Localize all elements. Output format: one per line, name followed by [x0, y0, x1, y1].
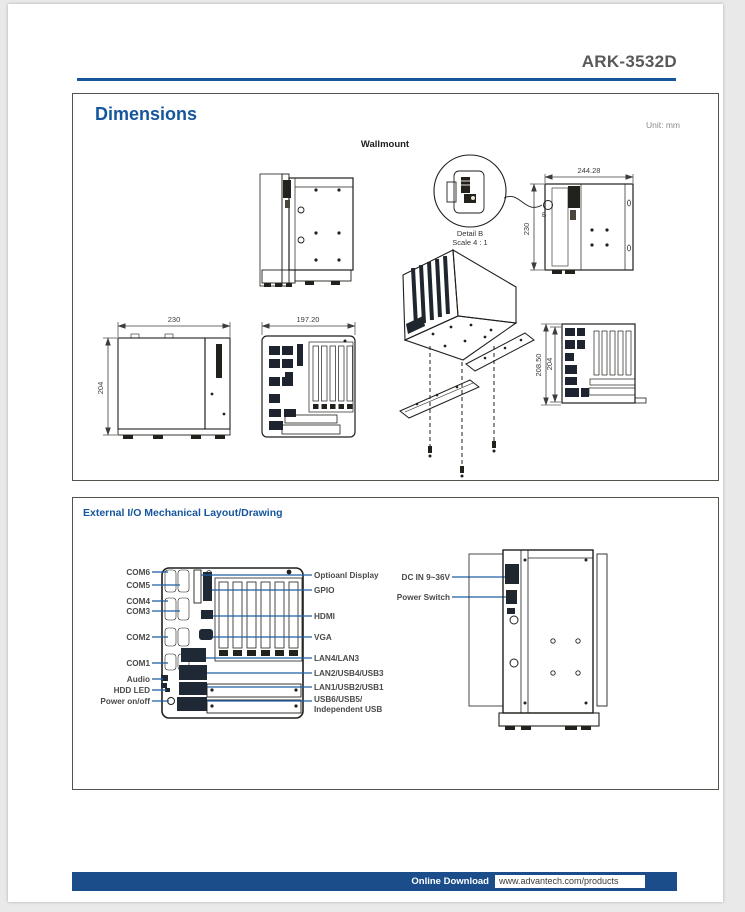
label-audio: Audio	[126, 675, 150, 684]
download-url-box[interactable]: www.advantech.com/products	[495, 875, 645, 888]
front-view-drawing	[96, 315, 230, 439]
label-com3: COM3	[126, 607, 150, 616]
rear-view-drawing	[534, 324, 646, 405]
io-drawing	[73, 498, 716, 787]
dimensions-section	[72, 93, 719, 481]
label-power-switch: Power Switch	[396, 593, 450, 602]
label-com5: COM5	[126, 581, 150, 590]
io-panel-view-drawing	[262, 315, 355, 437]
label-gpio: GPIO	[314, 586, 335, 595]
label-com6: COM6	[126, 568, 150, 577]
detail-scale-label: Scale 4 : 1	[452, 238, 488, 247]
label-com2: COM2	[126, 633, 150, 642]
dim-rear-outer: 208.50	[534, 353, 543, 377]
dim-panel-width: 197.20	[296, 315, 320, 324]
right-leader-lines	[201, 575, 312, 701]
label-vga: VGA	[314, 633, 332, 642]
top-view-drawing	[522, 166, 633, 274]
label-power-onoff: Power on/off	[100, 697, 150, 706]
detail-b-marker: B	[542, 212, 547, 219]
isometric-exploded-view	[400, 250, 534, 478]
label-lan4-lan3: LAN4/LAN3	[314, 654, 360, 663]
left-port-labels	[100, 568, 150, 706]
label-com1: COM1	[126, 659, 150, 668]
dim-top-depth: 230	[522, 222, 531, 236]
label-hdd-led: HDD LED	[113, 686, 150, 695]
label-lan2-usb43: LAN2/USB4/USB3	[314, 669, 384, 678]
dim-rear-inner: 204	[545, 357, 554, 371]
unit-label: Unit: mm	[646, 120, 680, 130]
dim-front-height: 204	[96, 381, 105, 395]
header-rule	[77, 78, 676, 81]
document-page	[8, 4, 723, 902]
side-view-drawing	[260, 174, 353, 287]
wallmount-label: Wallmount	[360, 139, 410, 150]
right-port-labels	[314, 571, 384, 714]
dim-top-width: 244.28	[577, 166, 601, 175]
dimensions-drawing	[73, 94, 716, 478]
label-dc-in: DC IN 9~36V	[401, 573, 450, 582]
label-com4: COM4	[126, 597, 150, 606]
online-download-label: Online Download	[411, 876, 489, 887]
product-title: ARK-3532D	[581, 52, 677, 71]
label-hdmi: HDMI	[314, 612, 335, 621]
detail-b-label: Detail B	[456, 229, 484, 238]
footer-bar	[72, 872, 677, 891]
label-usb65-line2: Independent USB	[314, 705, 383, 714]
power-leader-lines	[452, 577, 510, 597]
label-optional-display: Optioanl Display	[314, 571, 379, 580]
dim-front-width: 230	[167, 315, 181, 324]
io-section-title: External I/O Mechanical Layout/Drawing	[83, 507, 283, 519]
label-usb65-line1: USB6/USB5/	[314, 695, 363, 704]
dimensions-title: Dimensions	[95, 104, 198, 124]
io-section	[72, 497, 719, 790]
label-lan1-usb21: LAN1/USB2/USB1	[314, 683, 384, 692]
